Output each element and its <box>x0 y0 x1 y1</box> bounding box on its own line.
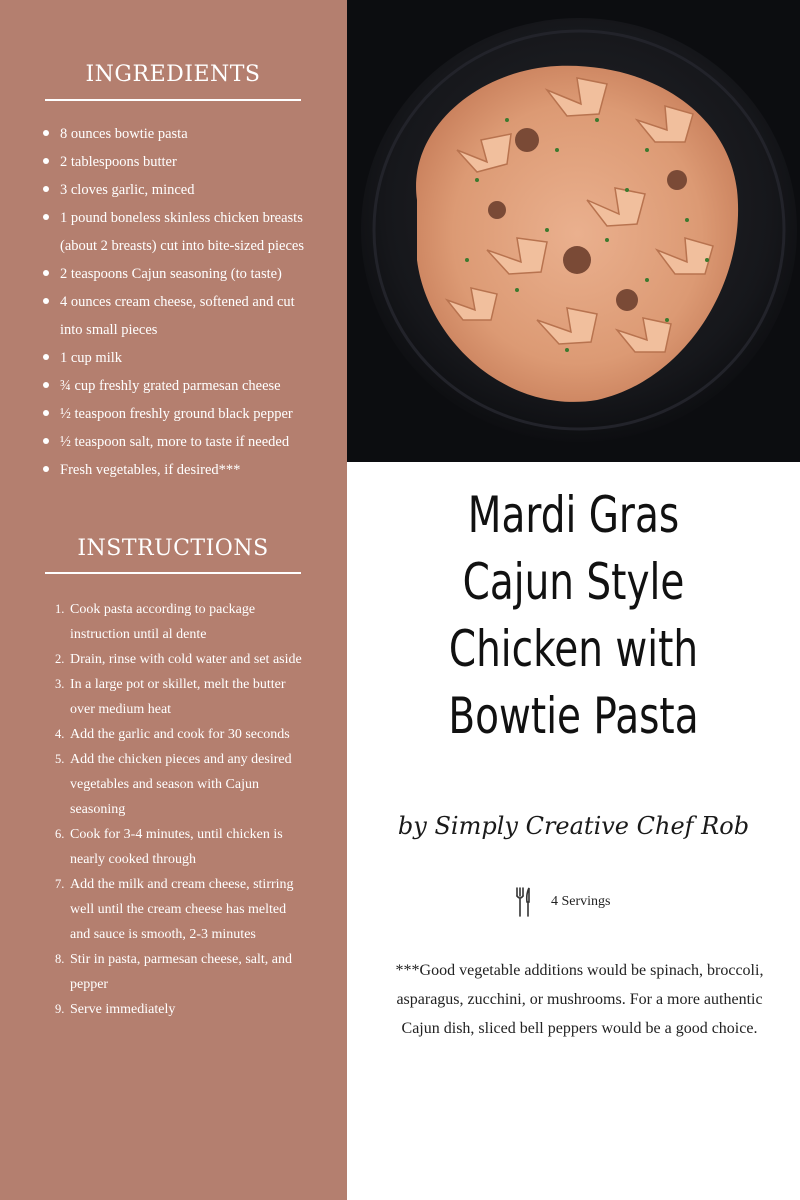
step-text: Drain, rinse with cold water and set aside <box>70 652 302 667</box>
recipe-title-line: Mardi Gras <box>467 486 680 544</box>
list-item <box>55 672 305 722</box>
step-number: 7. <box>55 877 65 891</box>
step-text: Stir in pasta, parmesan cheese, salt, and pepper <box>70 952 292 992</box>
list-item <box>55 872 305 947</box>
list-item <box>55 947 305 997</box>
step-text: Add the garlic and cook for 30 seconds <box>70 727 290 742</box>
step-number: 1. <box>55 602 65 616</box>
step-number: 2. <box>55 652 65 666</box>
step-text: Add the milk and cream cheese, stirring well until the cream cheese has melted and sauce is smooth, 2-3 minutes <box>70 877 294 942</box>
recipe-title-line: Cajun Style <box>462 553 685 611</box>
recipe-title-line: Bowtie Pasta <box>448 687 699 745</box>
list-item: 4 ounces cream cheese, softened and cut into small pieces <box>40 288 320 344</box>
ingredients-list <box>40 120 320 484</box>
step-text: In a large pot or skillet, melt the butter over medium heat <box>70 677 286 717</box>
recipe-title-line: Chicken with <box>448 620 699 678</box>
list-item: ¾ cup freshly grated parmesan cheese <box>40 372 320 400</box>
list-item <box>55 822 305 872</box>
instructions-divider <box>45 572 301 574</box>
step-number: 9. <box>55 1002 65 1016</box>
instructions-list <box>55 597 305 1022</box>
list-item: ½ teaspoon salt, more to taste if needed <box>40 428 320 456</box>
step-number: 5. <box>55 752 65 766</box>
ingredients-heading: INGREDIENTS <box>85 62 261 87</box>
list-item <box>55 647 305 672</box>
list-item: 3 cloves garlic, minced <box>40 176 320 204</box>
step-text: Cook for 3-4 minutes, until chicken is nearly cooked through <box>70 827 283 867</box>
ingredients-divider <box>45 99 301 101</box>
vegetable-note: ***Good vegetable additions would be spinach, broccoli, asparagus, zucchini, or mushrooms. For a more authentic Cajun dish, sliced bell peppers would be a good choice. <box>395 962 764 1037</box>
recipe-panel <box>347 0 800 1200</box>
list-item: 1 pound boneless skinless chicken breasts (about 2 breasts) cut into bite-sized pieces <box>40 204 320 260</box>
list-item: 8 ounces bowtie pasta <box>40 120 320 148</box>
step-text: Serve immediately <box>70 1002 176 1017</box>
author-byline: by Simply Creative Chef Rob <box>397 812 750 840</box>
list-item: Fresh vegetables, if desired*** <box>40 456 320 484</box>
step-number: 3. <box>55 677 65 691</box>
pasta-plate-illustration <box>347 0 800 462</box>
recipe-title <box>397 482 750 750</box>
list-item: 2 teaspoons Cajun seasoning (to taste) <box>40 260 320 288</box>
list-item: 1 cup milk <box>40 344 320 372</box>
list-item <box>55 747 305 822</box>
list-item <box>55 597 305 647</box>
servings-label: 4 Servings <box>551 894 611 909</box>
pasta-photo <box>347 0 800 462</box>
step-number: 4. <box>55 727 65 741</box>
list-item: 2 tablespoons butter <box>40 148 320 176</box>
servings-info <box>515 886 611 918</box>
list-item <box>55 997 305 1022</box>
step-number: 6. <box>55 827 65 841</box>
step-number: 8. <box>55 952 65 966</box>
step-text: Add the chicken pieces and any desired vegetables and season with Cajun seasoning <box>70 752 292 817</box>
list-item: ½ teaspoon freshly ground black pepper <box>40 400 320 428</box>
instructions-heading: INSTRUCTIONS <box>77 536 269 561</box>
list-item <box>55 722 305 747</box>
step-text: Cook pasta according to package instruction until al dente <box>70 602 256 642</box>
fork-knife-icon <box>515 886 533 918</box>
ingredients-sidebar <box>0 0 347 1200</box>
